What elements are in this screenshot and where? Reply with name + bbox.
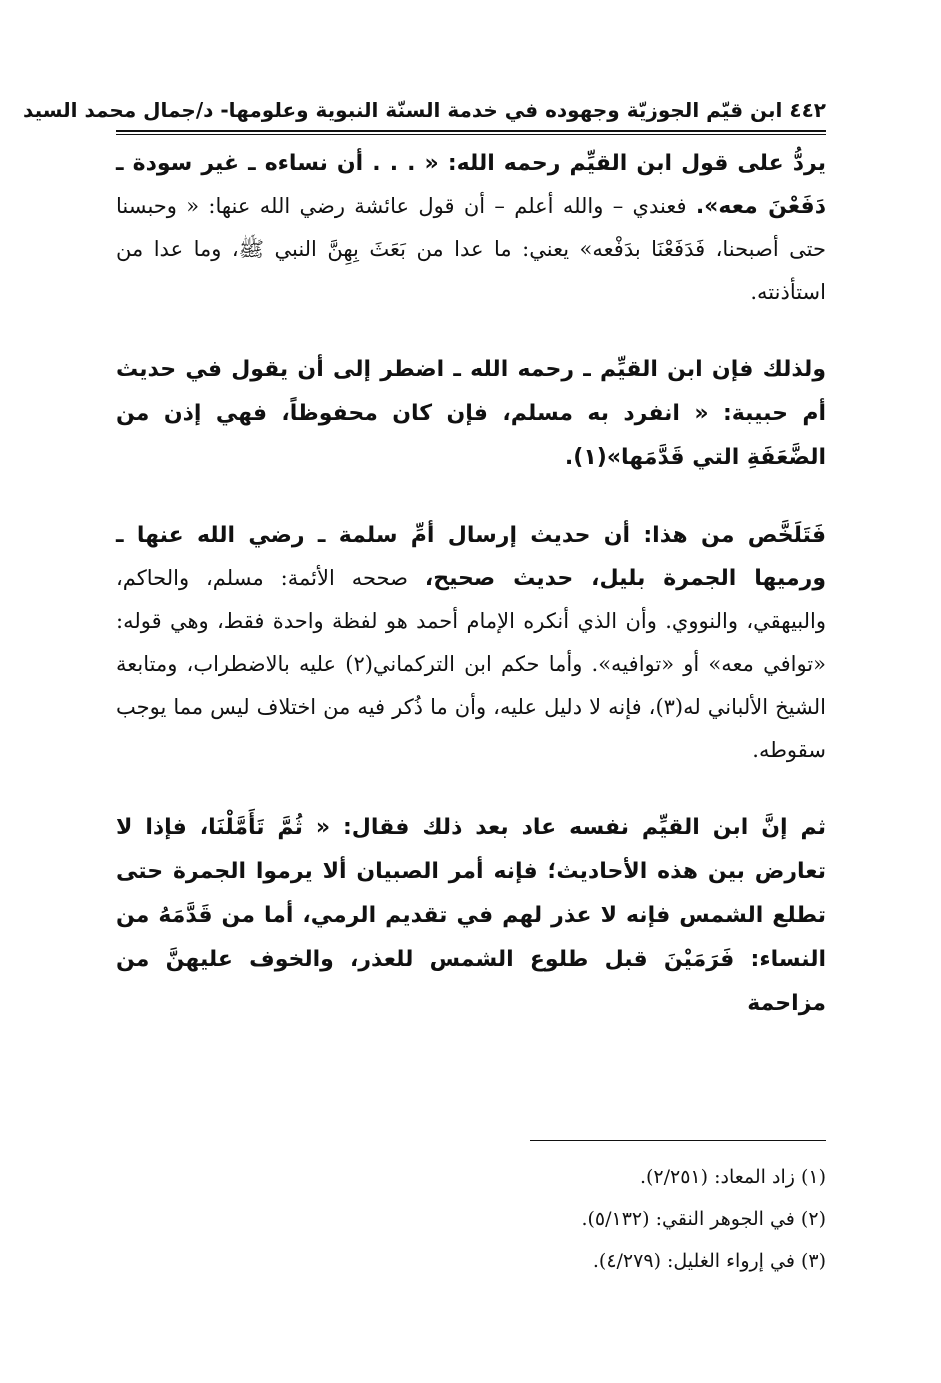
footnote-3: (٣) في إرواء الغليل: (٤/٢٧٩). [592, 1250, 826, 1272]
body-text [116, 142, 826, 1026]
paragraph-3 [116, 514, 826, 772]
running-header: ٤٤٢ ابن قيّم الجوزيّة وجهوده في خدمة السنّة النبوية وعلومها- د/جمال محمد السيد [23, 98, 826, 122]
footnote-rule [530, 1140, 826, 1141]
paragraph-1-body: فعندي – والله أعلم – أن قول عائشة رضي الله عنها: « وحبسنا حتى أصبحنا، فَدَفَعْنَا بدَفْعه» يعني: ما عدا من بَعَثَ بِهِنَّ النبي ﷺ، وما عدا من استأذنته. [116, 194, 826, 304]
footnotes [116, 1156, 826, 1282]
footnote-1: (١) زاد المعاد: (٢/٢٥١). [639, 1166, 826, 1188]
header-rule [116, 130, 826, 132]
paragraph-gap [116, 772, 826, 806]
paragraph-gap [116, 480, 826, 514]
paragraph-3-body: صححه الأئمة: مسلم، والحاكم، والبيهقي، والنووي. وأن الذي أنكره الإمام أحمد هو لفظة واحدة فقط، وهي قوله: «توافي معه» أو «توافيه». وأما حكم ابن التركماني(٢) عليه بالاضطراب، ومتابعة الشيخ الألباني له(٣)، فإنه لا دليل عليه، وأن ما ذُكر فيه من اختلاف ليس مما يوجب سقوطه. [116, 566, 827, 762]
paragraph-1 [116, 142, 826, 314]
paragraph-3-lead: فَتَلَخَّص من هذا: أن حديث إرسال أمِّ سلمة ـ رضي الله عنها ـ ورميها الجمرة بليل، حديث صحيح، [116, 523, 826, 591]
paragraph-gap [116, 314, 826, 348]
paragraph-2: ولذلك فإن ابن القيِّم ـ رحمه الله ـ اضطر إلى أن يقول في حديث أم حبيبة: « انفرد به مسلم، فإن كان محفوظاً، فهي إذن من الضَّعَفَةِ التي قَدَّمَها»(١). [116, 357, 826, 470]
header-rule-thin [116, 134, 826, 135]
paragraph-4: ثم إنَّ ابن القيِّم نفسه عاد بعد ذلك فقال: « ثُمَّ تَأَمَّلْنَا، فإذا لا تعارض بين هذه الأحاديث؛ فإنه أمر الصبيان ألا يرموا الجمرة حتى تطلع الشمس فإنه لا عذر لهم في تقديم الرمي، أما من قَدَّمَهُ من النساء: فَرَمَيْنَ قبل طلوع الشمس للعذر، والخوف عليهنَّ من مزاحمة [116, 815, 826, 1016]
footnote-2: (٢) في الجوهر النقي: (٥/١٣٢). [581, 1208, 826, 1230]
paragraph-1-quote: يردُّ على قول ابن القيِّم رحمه الله: « . . . أن نساءه ـ غير سودة ـ دَفَعْنَ معه». [116, 151, 826, 219]
